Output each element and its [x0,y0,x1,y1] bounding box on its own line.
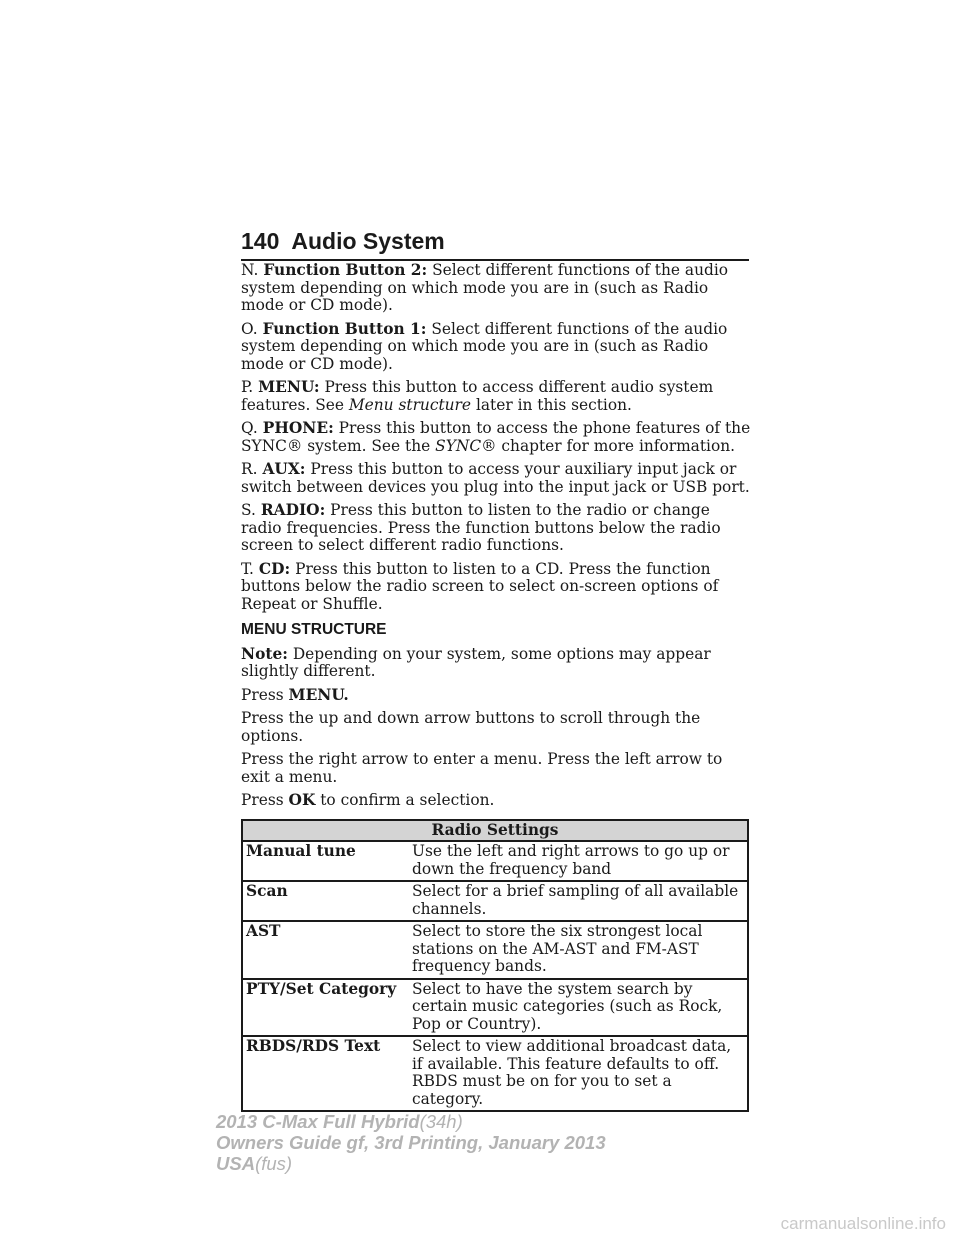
item-q [241,420,753,455]
setting-name: Scan [242,881,409,921]
item-text: Select different functions of the audio system depending on which mode you are in (such as Radio mode or CD mode). [241,319,728,373]
item-s [241,502,753,555]
item-text: Press this button to listen to a CD. Press the function buttons below the radio screen to select on-screen options of Repeat or Shuffle. [241,559,719,613]
footer-model-line [216,1111,606,1132]
item-t [241,561,753,614]
footer-market-code: (fus) [255,1153,293,1174]
item-term: Function Button 2: [263,261,428,279]
page-header [241,228,751,255]
site-watermark[interactable]: carmanualsonline.info [780,1214,946,1233]
ok-term: OK [288,791,316,809]
setting-description: Select to store the six strongest local stations on the AM-AST and FM-AST frequency bands. [409,921,748,979]
item-text-after: chapter for more information. [501,436,736,455]
table-title: Radio Settings [242,820,748,842]
menu-term: MENU. [288,685,349,704]
setting-description: Select to view additional broadcast data, if available. This feature defaults to off. RBDS must be on for you to set a category. [409,1036,748,1111]
item-term: PHONE: [262,419,334,437]
page-title: Audio System [291,228,445,254]
item-term: MENU: [258,378,320,396]
press-text: Press [241,685,284,704]
press-menu-paragraph [241,687,753,705]
setting-name: Manual tune [242,841,409,881]
item-text: Press this button to listen to the radio or change radio frequencies. Press the function buttons below the radio screen to select different radio functions. [241,501,721,554]
item-text: Press this button to access your auxiliary input jack or switch between devices you plug into the input jack or USB port. [241,460,750,496]
note-text: Depending on your system, some options may appear slightly different. [241,644,711,680]
item-term: AUX: [262,460,306,478]
item-r [241,461,753,496]
footer-market: USA [216,1153,256,1174]
scroll-paragraph: Press the up and down arrow buttons to scroll through the options. [241,709,701,745]
ok-text: to confirm a selection. [320,791,495,809]
item-o [241,321,753,374]
footer-guide-line: Owners Guide gf, 3rd Printing, January 2013 [216,1132,606,1153]
item-letter: T. [241,559,254,578]
item-letter: O. [241,319,258,338]
table-row [242,1036,748,1111]
item-letter: R. [241,460,258,478]
setting-name: RBDS/RDS Text [242,1036,409,1111]
setting-name: PTY/Set Category [242,979,409,1037]
item-term: Function Button 1: [262,319,427,338]
footer-model: 2013 C-Max Full Hybrid [216,1111,420,1132]
section-heading: MENU STRUCTURE [241,621,387,638]
setting-description: Use the left and right arrows to go up or down the frequency band [409,841,748,881]
item-text: Select different functions of the audio system depending on which mode you are in (such as Radio mode or CD mode). [241,261,729,314]
setting-description: Select for a brief sampling of all available channels. [409,881,748,921]
table-row [242,979,748,1037]
item-letter: N. [241,261,259,279]
setting-name: AST [242,921,409,979]
radio-settings-table [241,819,749,1113]
item-text: Press this button to access different audio system features. See [241,378,714,414]
item-n [241,262,753,315]
footer-model-code: (34h) [419,1111,463,1132]
item-reference: Menu structure [348,395,472,414]
enter-paragraph: Press the right arrow to enter a menu. Press the left arrow to exit a menu. [241,750,723,786]
document-footer [216,1111,606,1174]
setting-description: Select to have the system search by certain music categories (such as Rock, Pop or Country). [409,979,748,1037]
item-term: RADIO: [260,501,326,519]
item-letter: S. [241,501,256,519]
item-p [241,379,753,414]
table-row [242,841,748,881]
item-letter: P. [241,378,254,396]
item-text: Press this button to access the phone features of the SYNC® system. See the [241,419,751,455]
page-number: 140 [241,228,280,254]
note-paragraph [241,646,753,681]
item-text-after: later in this section. [475,395,632,414]
item-letter: Q. [241,419,258,437]
ok-paragraph [241,792,753,810]
press-text: Press [241,791,284,809]
note-label: Note: [241,644,288,663]
table-row [242,921,748,979]
table-row [242,881,748,921]
item-reference: SYNC® [435,436,497,455]
page-content [241,262,753,1112]
footer-market-line [216,1153,606,1174]
item-term: CD: [258,559,291,578]
